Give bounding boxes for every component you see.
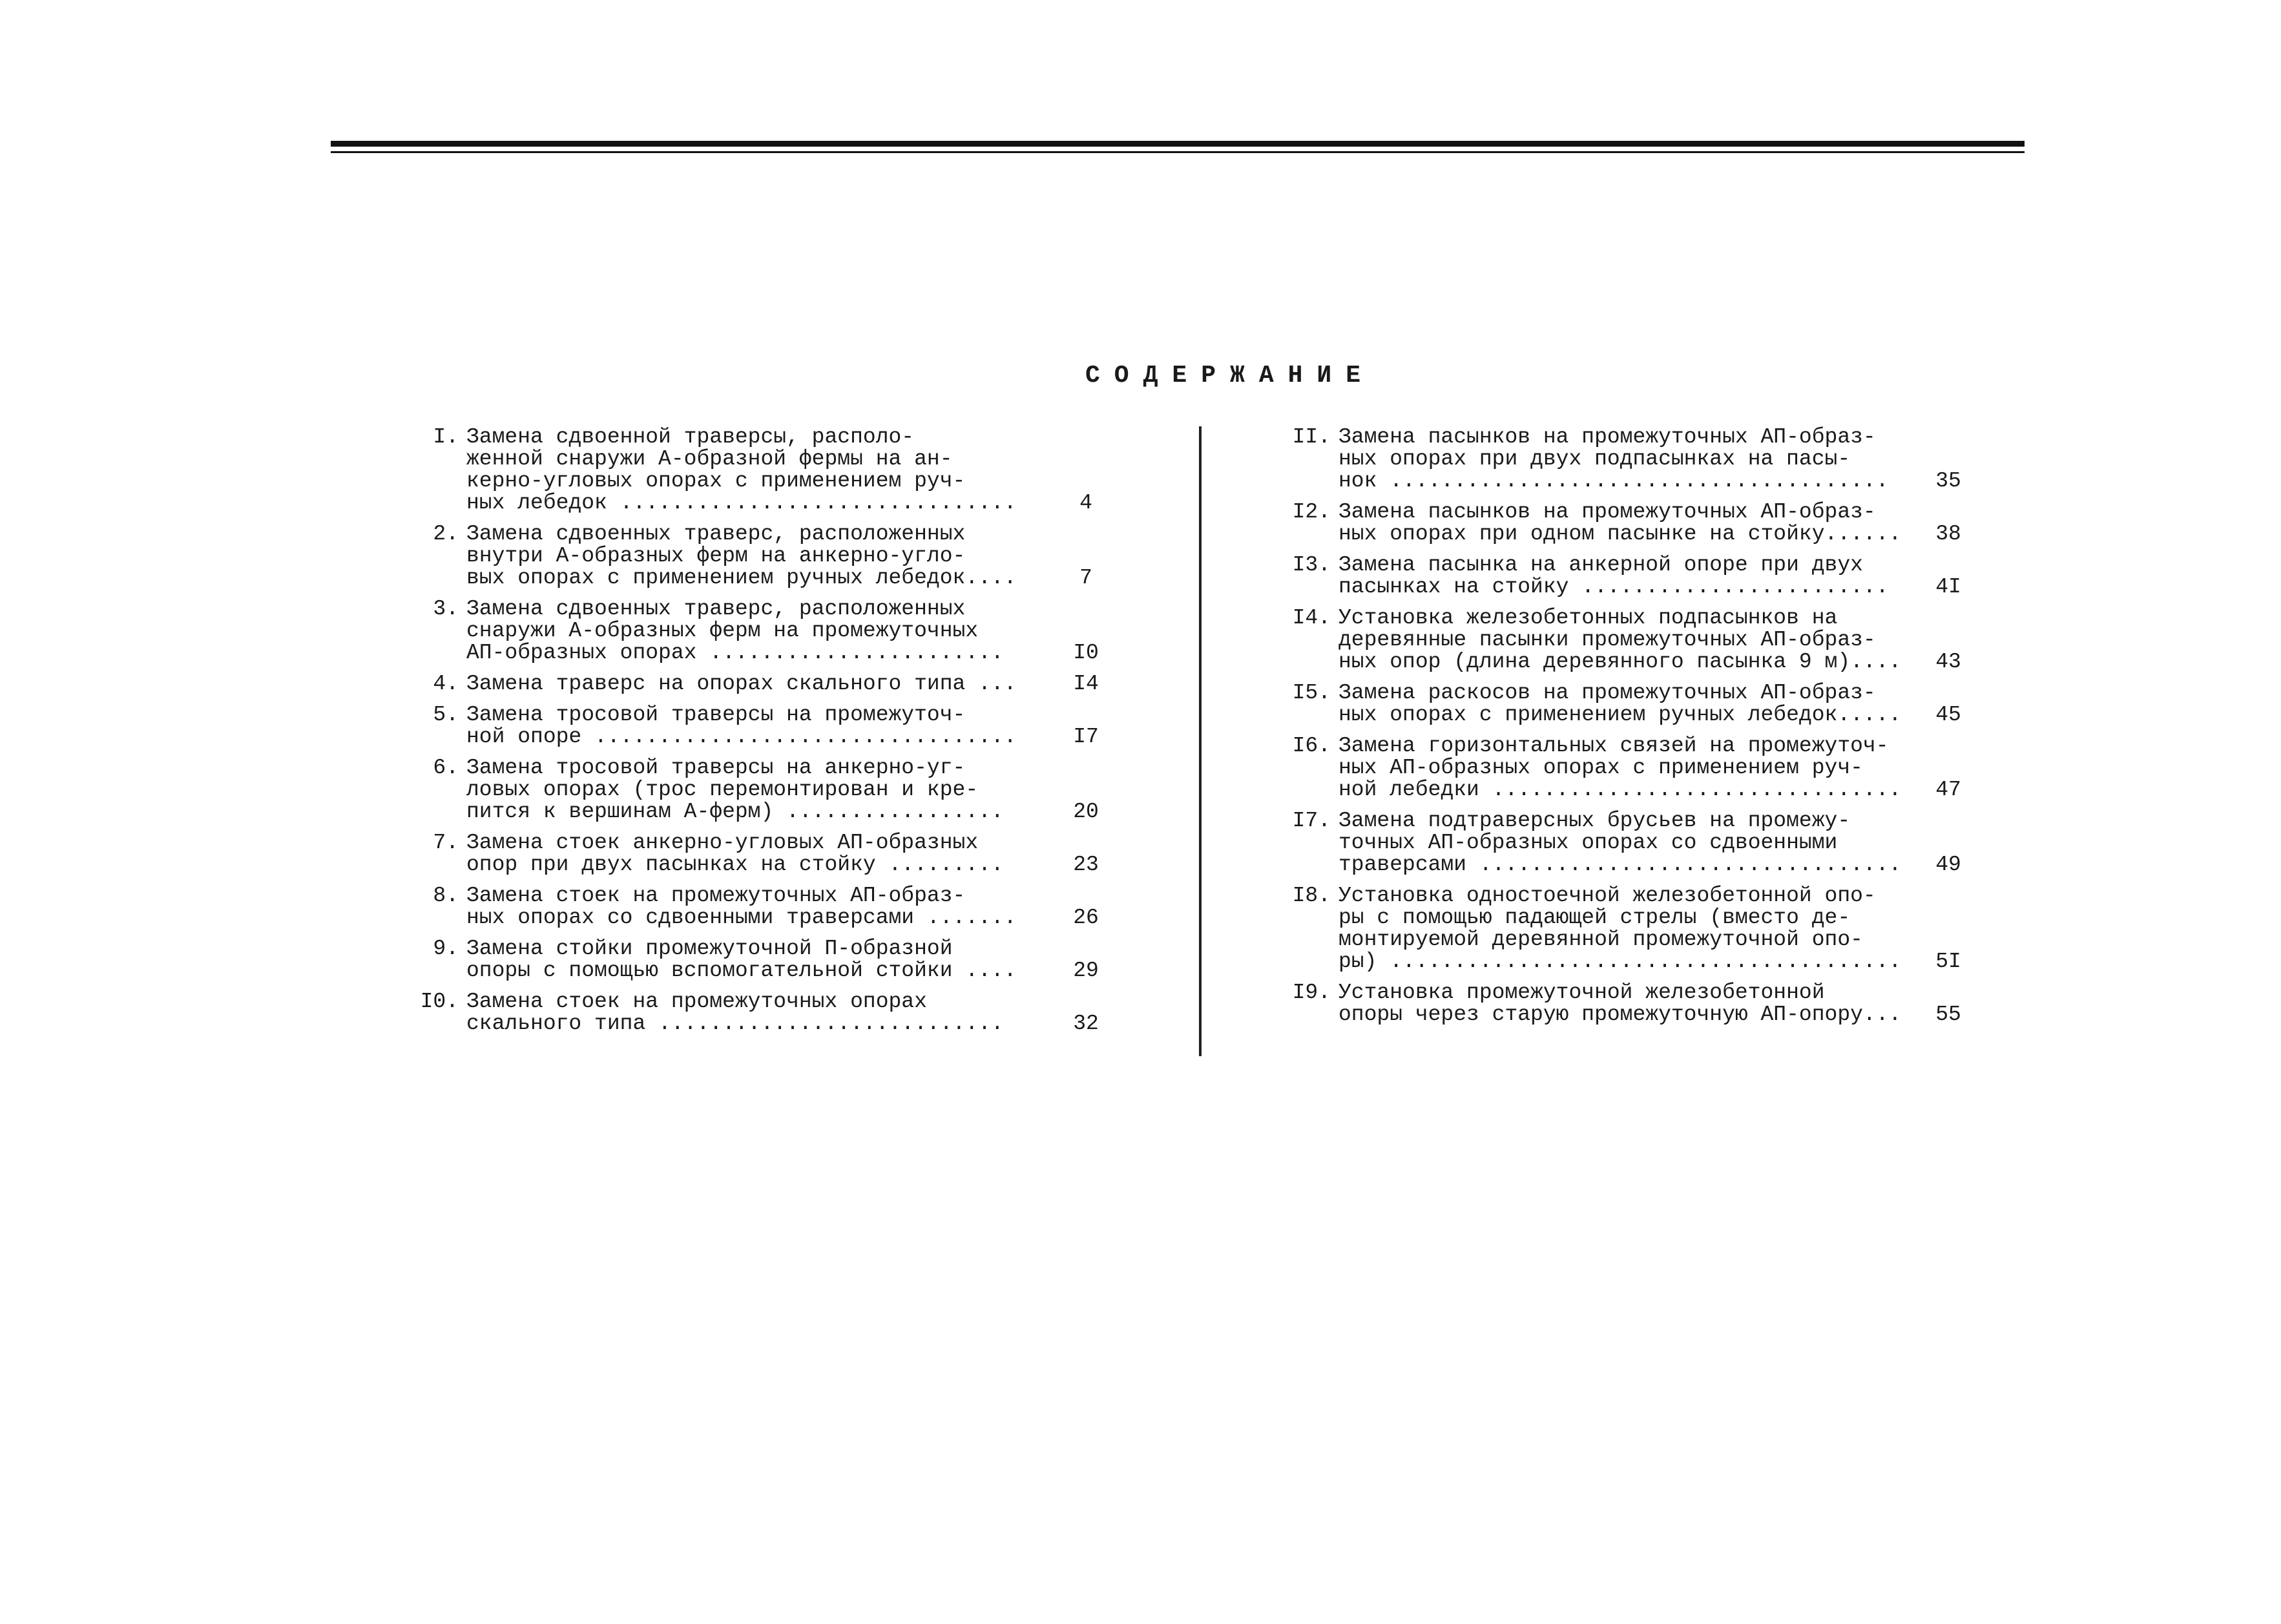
toc-entry-title: Замена сдвоенных траверс, расположенных внутри А-образных ферм на анкерно-угло- вых опорах с применением ручных лебедок.... (466, 522, 1017, 590)
toc-entry (394, 673, 1124, 695)
toc-entry-number: I3. (1292, 553, 1331, 577)
toc-entry-title: Замена горизонтальных связей на промежуточ- ных АП-образных опорах с применением руч- ной лебедки ................................ (1338, 734, 1902, 802)
toc-entry-number: 7. (433, 831, 459, 855)
toc-entry (1266, 426, 1977, 492)
toc-entry (1266, 885, 1977, 973)
column-divider (1199, 426, 1202, 1056)
toc-entry-title: Замена стоек на промежуточных АП-образ- ных опорах со сдвоенными траверсами ....... (466, 884, 1017, 930)
toc-entry-number: II. (1292, 425, 1331, 449)
toc-entry-title: Установка железобетонных подпасынков на деревянные пасынки промежуточных АП-образ- ных опор (длина деревянного пасынка 9 м).... (1338, 606, 1902, 674)
toc-entry-number: I. (433, 425, 459, 449)
toc-entry-page: 23 (1073, 853, 1099, 877)
toc-entry-title: Замена траверс на опорах скального типа ... (466, 672, 1017, 696)
toc-entry-title: Замена пасынков на промежуточных АП-образ- ных опорах при одном пасынке на стойку...... (1338, 500, 1902, 546)
toc-entry-title: Замена стойки промежуточной П-образной опоры с помощью вспомогательной стойки .... (466, 937, 1017, 983)
toc-entry-title: Замена подтраверсных брусьев на промежу- точных АП-образных опорах со сдвоенными траверсами ................................. (1338, 809, 1902, 877)
toc-column-right (1266, 426, 1977, 1035)
toc-entry-number: 2. (433, 522, 459, 546)
toc-entry-page: 20 (1073, 800, 1099, 824)
toc-entry-title: Замена стоек анкерно-угловых АП-образных опор при двух пасынках на стойку ......... (466, 831, 1004, 877)
page-title: СОДЕРЖАНИЕ (1085, 362, 1375, 390)
toc-entry-number: 6. (433, 756, 459, 780)
toc-entry-title: Замена раскосов на промежуточных АП-образ- ных опорах с применением ручных лебедок..... (1338, 681, 1902, 727)
toc-entry-page: 49 (1935, 853, 1961, 877)
toc-entry-title: Замена сдвоенной траверсы, располо- женной снаружи А-образной фермы на ан- керно-угловых опорах с применением руч- ных лебедок ............................... (466, 425, 1017, 515)
toc-entry-number: I8. (1292, 884, 1331, 908)
toc-entry-number: 8. (433, 884, 459, 908)
toc-entry-title: Замена стоек на промежуточных опорах скального типа ........................... (466, 990, 1004, 1036)
toc-entry-page: 35 (1935, 469, 1961, 493)
toc-entry-title: Замена тросовой траверсы на промежуточ- ной опоре ................................. (466, 703, 1017, 749)
toc-entry (1266, 607, 1977, 673)
toc-entry-title: Замена пасынков на промежуточных АП-образ- ных опорах при двух подпасынках на пасы- нок ....................................... (1338, 425, 1889, 493)
toc-entry-number: I7. (1292, 809, 1331, 833)
toc-entry (394, 885, 1124, 929)
toc-entry-page: I0 (1073, 641, 1099, 665)
toc-entry-page: 5I (1935, 950, 1961, 973)
toc-entry-title: Установка одностоечной железобетонной опо- ры с помощью падающей стрелы (вместо де- монтируемой деревянной промежуточной опо- ры) ........................................ (1338, 884, 1902, 973)
toc-entry-title: Установка промежуточной железобетонной опоры через старую промежуточную АП-опору... (1338, 981, 1902, 1026)
toc-entry-number: 4. (433, 672, 459, 696)
toc-entry-page: 4I (1935, 575, 1961, 599)
toc-entry-number: 3. (433, 597, 459, 621)
toc-entry (394, 598, 1124, 664)
toc-column-left (394, 426, 1124, 1044)
toc-entry-number: I6. (1292, 734, 1331, 758)
toc-entry-page: I7 (1073, 725, 1099, 749)
toc-entry-title: Замена сдвоенных траверс, расположенных снаружи А-образных ферм на промежуточных АП-образных опорах ....................... (466, 597, 1004, 665)
toc-entry-page: 45 (1935, 703, 1961, 727)
toc-entry (1266, 554, 1977, 598)
toc-entry-title: Замена пасынка на анкерной опоре при двух пасынках на стойку ........................ (1338, 553, 1889, 599)
toc-entry-number: I2. (1292, 500, 1331, 524)
toc-entry-number: I9. (1292, 981, 1331, 1005)
header-rule-thin (331, 151, 2025, 153)
toc-entry-title: Замена тросовой траверсы на анкерно-уг- ловых опорах (трос перемонтирован и кре- пится к вершинам А-ферм) ................. (466, 756, 1004, 824)
toc-entry-page: 38 (1935, 522, 1961, 546)
toc-entry (394, 426, 1124, 514)
header-rule-thick (331, 141, 2025, 147)
toc-entry (1266, 682, 1977, 726)
toc-entry (394, 523, 1124, 589)
toc-entry (1266, 810, 1977, 876)
toc-entry-page: 7 (1079, 566, 1092, 590)
toc-entry-page: 4 (1079, 491, 1092, 515)
toc-entry-page: 47 (1935, 778, 1961, 802)
toc-entry (394, 991, 1124, 1035)
toc-entry (394, 832, 1124, 876)
toc-entry (394, 757, 1124, 823)
toc-entry (1266, 501, 1977, 545)
toc-entry (394, 938, 1124, 982)
toc-entry-page: 29 (1073, 959, 1099, 983)
toc-entry-number: 9. (433, 937, 459, 961)
toc-entry-number: I5. (1292, 681, 1331, 705)
toc-entry (394, 704, 1124, 748)
toc-entry-page: 32 (1073, 1012, 1099, 1036)
toc-entry-page: 55 (1935, 1003, 1961, 1026)
toc-entry-page: 26 (1073, 906, 1099, 930)
toc-entry-number: I0. (420, 990, 459, 1014)
toc-entry-number: 5. (433, 703, 459, 727)
toc-entry-page: I4 (1073, 672, 1099, 696)
toc-entry-number: I4. (1292, 606, 1331, 630)
toc-entry-page: 43 (1935, 650, 1961, 674)
toc-entry (1266, 735, 1977, 801)
toc-entry (1266, 982, 1977, 1026)
